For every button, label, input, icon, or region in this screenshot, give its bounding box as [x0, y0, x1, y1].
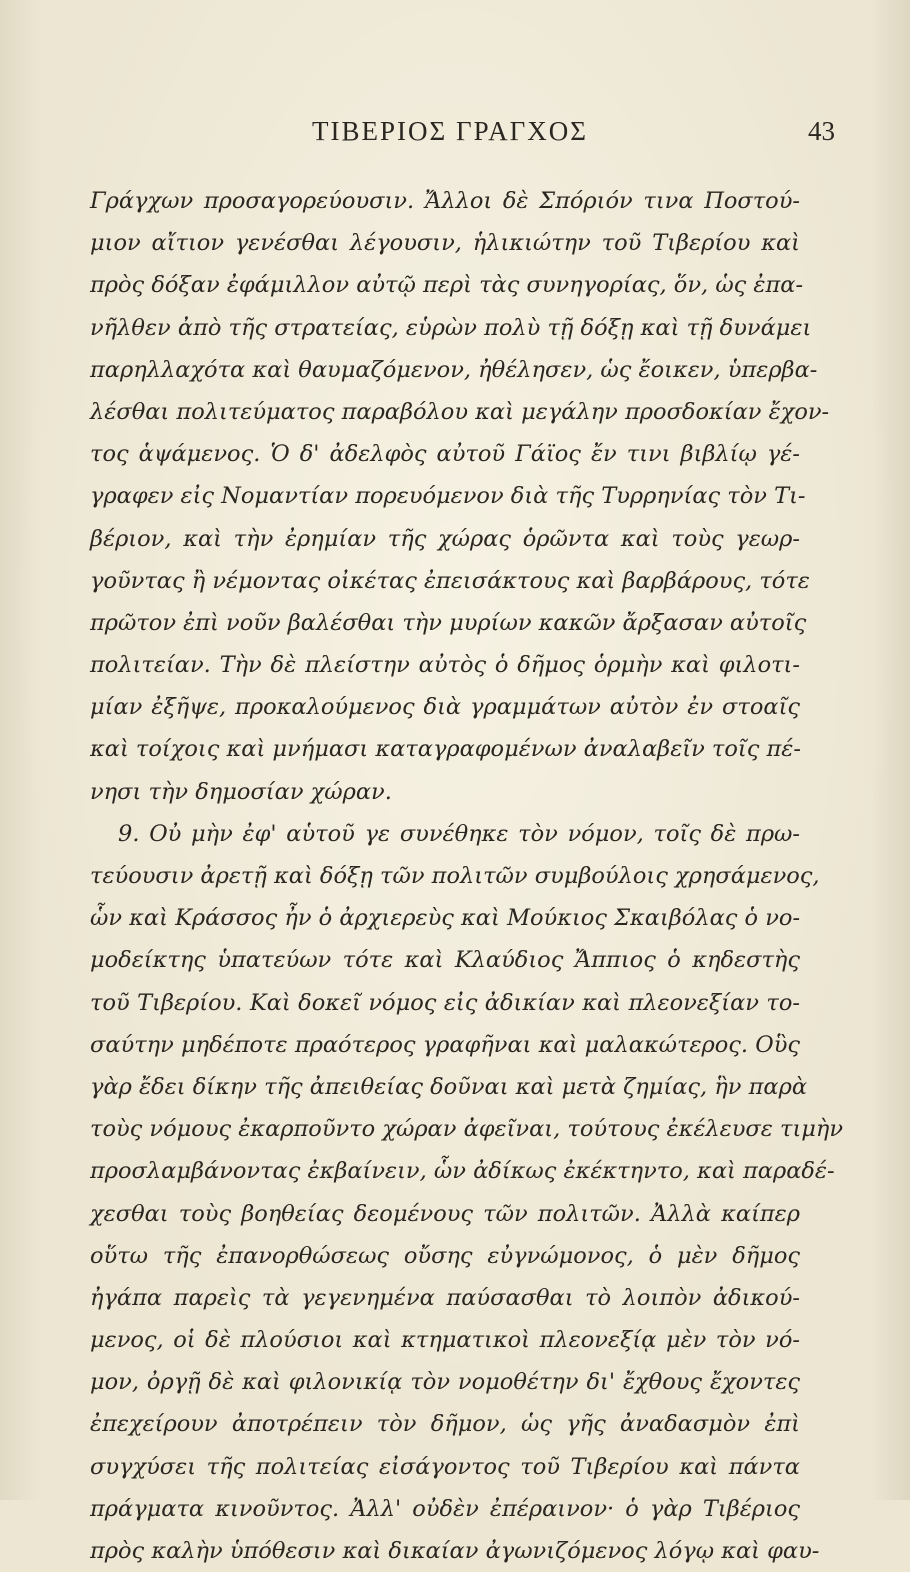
text-line: γοῦντας ἢ νέμοντας οἰκέτας ἐπεισάκτους καὶ βαρβάρους, τότε [90, 567, 810, 594]
text-line: ἐπεχείρουν ἀποτρέπειν τὸν δῆμον, ὡς γῆς ἀναδασμὸν ἐπὶ [90, 1411, 800, 1438]
text-line: λέσθαι πολιτεύματος παραβόλου καὶ μεγάλην προσδοκίαν ἔχον- [90, 398, 830, 425]
text-line: πρὸς δόξαν ἐφάμιλλον αὐτῷ περὶ τὰς συνηγορίας, ὅν, ὡς ἐπα- [90, 272, 804, 299]
text-line: ὧν καὶ Κράσσος ἦν ὁ ἀρχιερεὺς καὶ Μούκιος Σκαιβόλας ὁ νο- [90, 905, 801, 932]
text-line: οὕτω τῆς ἐπανορθώσεως οὔσης εὐγνώμονος, ὁ μὲν δῆμος [90, 1242, 800, 1269]
text-line: παρηλλαχότα καὶ θαυμαζόμενον, ἠθέλησεν, ὡς ἔοικεν, ὑπερβα- [90, 356, 818, 383]
text-line: Γράγχων προσαγορεύουσιν. Ἄλλοι δὲ Σπόριόν τινα Ποστού- [90, 188, 800, 214]
text-line: τος ἁψάμενος. Ὁ δ' ἀδελφὸς αὐτοῦ Γάϊος ἔν τινι βιβλίῳ γέ- [90, 441, 800, 468]
section-start-line: 9. Οὐ μὴν ἐφ' αὑτοῦ γε συνέθηκε τὸν νόμον, τοῖς δὲ πρω- [118, 820, 800, 847]
text-line: γραφεν εἰς Νομαντίαν πορευόμενον διὰ τῆς Τυρρηνίας τὸν Τι- [90, 483, 806, 510]
text-line: μον, ὀργῇ δὲ καὶ φιλονικίᾳ τὸν νομοθέτην δι' ἔχθους ἔχοντες [90, 1369, 800, 1396]
running-head [0, 116, 910, 156]
text-line: μοδείκτης ὑπατεύων τότε καὶ Κλαύδιος Ἄππιος ὁ κηδεστὴς [90, 947, 800, 974]
text-line: μενος, οἱ δὲ πλούσιοι καὶ κτηματικοὶ πλεονεξίᾳ μὲν τὸν νό- [90, 1327, 800, 1354]
text-line: πρὸς καλὴν ὑπόθεσιν καὶ δικαίαν ἀγωνιζόμενος λόγῳ καὶ φαυ- [90, 1538, 820, 1564]
paragraph-end-line: νησι τὴν δημοσίαν χώραν. [90, 778, 392, 805]
text-line: σαύτην μηδέποτε πραότερος γραφῆναι καὶ μαλακώτερος. Οὓς [90, 1031, 800, 1058]
text-line: νῆλθεν ἀπὸ τῆς στρατείας, εὑρὼν πολὺ τῇ δόξῃ καὶ τῇ δυνάμει [90, 314, 812, 341]
text-line: μίαν ἐξῆψε, προκαλούμενος διὰ γραμμάτων αὐτὸν ἐν στοαῖς [90, 694, 800, 721]
text-line: πολιτείαν. Τὴν δὲ πλείστην αὐτὸς ὁ δῆμος ὁρμὴν καὶ φιλοτι- [90, 652, 800, 679]
body-text [90, 180, 844, 1572]
text-line: μιον αἴτιον γενέσθαι λέγουσιν, ἡλικιώτην τοῦ Τιβερίου καὶ [90, 230, 800, 257]
text-line: προσλαμβάνοντας ἐκβαίνειν, ὧν ἀδίκως ἐκέκτηντο, καὶ παραδέ- [90, 1158, 835, 1185]
text-line: πράγματα κινοῦντος. Ἀλλ' οὐδὲν ἐπέραινον· ὁ γὰρ Τιβέριος [90, 1495, 800, 1522]
text-line: συγχύσει τῆς πολιτείας εἰσάγοντος τοῦ Τιβερίου καὶ πάντα [90, 1453, 800, 1480]
running-title: ΤΙΒΕΡΙΟΣ ΓΡΑΓΧΟΣ [312, 116, 588, 146]
text-line: χεσθαι τοὺς βοηθείας δεομένους τῶν πολιτῶν. Ἀλλὰ καίπερ [90, 1200, 800, 1227]
text-line: τεύουσιν ἀρετῇ καὶ δόξῃ τῶν πολιτῶν συμβούλοις χρησάμενος, [90, 863, 820, 889]
text-line: τοὺς νόμους ἐκαρποῦντο χώραν ἀφεῖναι, τούτους ἐκέλευσε τιμὴν [90, 1116, 844, 1143]
page-number: 43 [808, 116, 835, 146]
text-line: βέριον, καὶ τὴν ἐρημίαν τῆς χώρας ὁρῶντα καὶ τοὺς γεωρ- [90, 525, 800, 552]
text-line: πρῶτον ἐπὶ νοῦν βαλέσθαι τὴν μυρίων κακῶν ἄρξασαν αὐτοῖς [90, 609, 807, 636]
text-line: τοῦ Τιβερίου. Καὶ δοκεῖ νόμος εἰς ἀδικίαν καὶ πλεονεξίαν το- [90, 989, 800, 1016]
text-line: ἠγάπα παρεὶς τὰ γεγενημένα παύσασθαι τὸ λοιπὸν ἀδικού- [90, 1284, 800, 1311]
text-line: γὰρ ἔδει δίκην τῆς ἀπειθείας δοῦναι καὶ μετὰ ζημίας, ἣν παρὰ [90, 1073, 808, 1100]
text-line: καὶ τοίχοις καὶ μνήμασι καταγραφομένων ἀναλαβεῖν τοῖς πέ- [90, 736, 801, 763]
